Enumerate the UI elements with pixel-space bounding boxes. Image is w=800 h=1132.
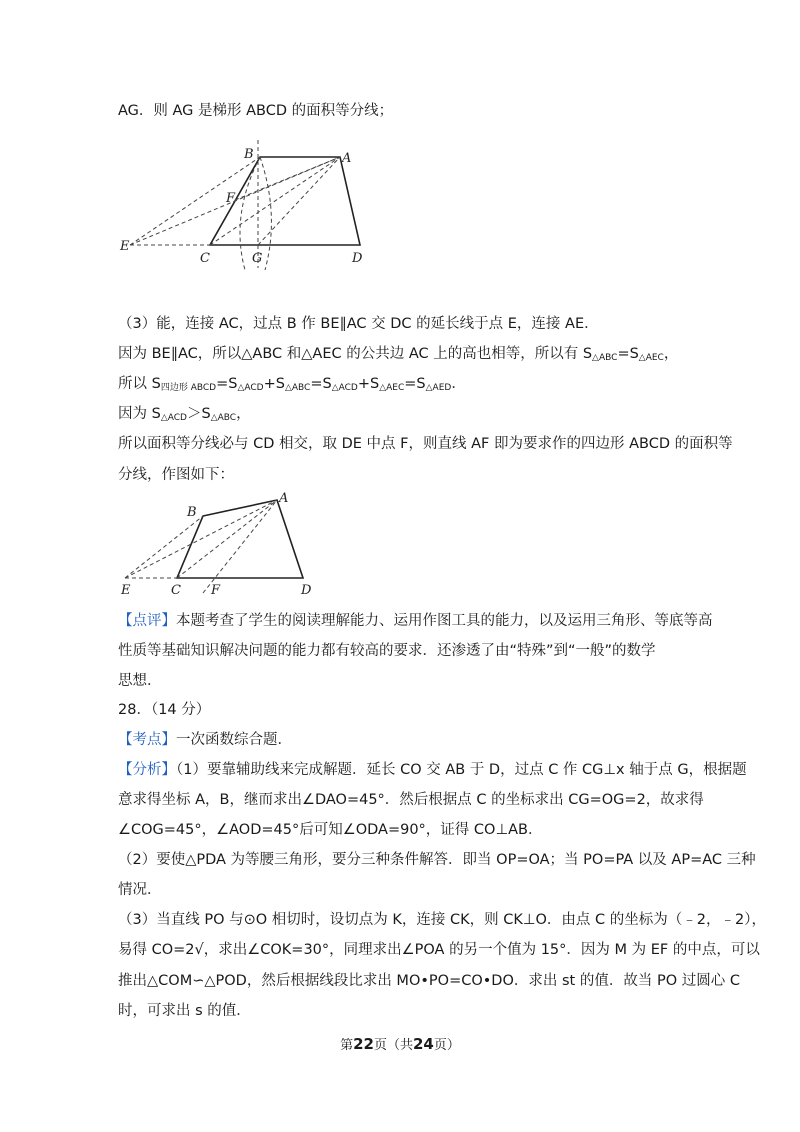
q28-part3-line-2: 易得 CO=2√，求出∠COK=30°，同理求出∠POA 的另一个值为 15°．因为 M 为 EF 的中点，可以 xyxy=(118,942,760,958)
text-line-top: AG．则 AG 是梯形 ABCD 的面积等分线； xyxy=(118,103,394,119)
fig2-label-a: A xyxy=(279,491,289,506)
part3-line-4: 因为 $S_{\triangle ACD}>S_{\triangle ABC}$， xyxy=(118,406,251,423)
fig1-label-b: B xyxy=(244,147,254,162)
fig2-label-e: E xyxy=(121,583,131,598)
q28-part3-line-1: （3）当直线 PO 与⊙O 相切时，设切点为 K，连接 CK，则 CK⊥O．由点 C 的坐标为（﹣2，﹣2）， xyxy=(118,912,766,928)
q28-part3-line-3: 推出△COM∽△POD，然后根据线段比求出 MO•PO=CO•DO．求出 st 的值．故当 PO 过圆心 C xyxy=(118,973,740,989)
comment-line-1: 【点评】本题考查了学生的阅读理解能力、运用作图工具的能力，以及运用三角形、等底等高 xyxy=(118,613,713,629)
part3-line-1: （3）能，连接 AC，过点 B 作 BE∥AC 交 DC 的延长线于点 E，连接 AE． xyxy=(118,316,599,332)
fig2-label-f: F xyxy=(211,583,221,598)
fig1-label-g: G xyxy=(252,251,263,266)
fig1-label-d: D xyxy=(352,251,363,266)
kaodian-tag: 【考点】 xyxy=(118,732,176,748)
figure-1-trapezoid xyxy=(110,140,380,275)
part3-line-3: 所以 $S_{四边形 ABCD}=S_{\triangle ACD}+S_{\triangle ABC}=S_{\triangle ACD}+S_{\triangle AEC}=S_{\triangle AED}$． xyxy=(118,376,466,393)
fig1-label-f: F xyxy=(226,191,236,206)
fenxi-tag: 【分析】 xyxy=(118,762,176,778)
fig2-label-c: C xyxy=(171,583,181,598)
q28-part2-line-2: 情况． xyxy=(118,882,162,898)
q28-header: 28．（14 分） xyxy=(118,702,211,718)
fig2-line-e-b xyxy=(125,516,203,578)
q28-fenxi-line-1: 【分析】（1）要靠辅助线来完成解题．延长 CO 交 AB 于 D，过点 C 作 CG⊥x 轴于点 G，根据题 xyxy=(118,762,747,778)
q28-fenxi-line-2: 意求得坐标 A，B，继而求出∠DAO=45°．然后根据点 C 的坐标求出 CG=OG=2，故求得 xyxy=(118,792,704,808)
q28-part2-line-1: （2）要使△PDA 为等腰三角形，要分三种条件解答．即当 OP=OA；当 PO=PA 以及 AP=AC 三种 xyxy=(118,852,756,868)
part3-line-5: 所以面积等分线必与 CD 相交，取 DE 中点 F，则直线 AF 即为要求作的四边形 ABCD 的面积等 xyxy=(118,436,733,452)
q28-part3-line-4: 时，可求出 s 的值． xyxy=(118,1003,251,1019)
fig1-label-c: C xyxy=(200,251,210,266)
part3-line-2: 因为 BE∥AC，所以△ABC 和△AEC 的公共边 AC 上的高也相等，所以有 $S_{\triangle ABC}=S_{\triangle AEC}$， xyxy=(118,346,679,363)
fig2-label-d: D xyxy=(301,583,312,598)
page-footer: 第22页（共24页） xyxy=(340,1035,460,1053)
comment-line-2: 性质等基础知识解决问题的能力都有较高的要求．还渗透了由“特殊”到“一般”的数学 xyxy=(118,643,656,659)
fig2-line-e-a xyxy=(125,500,277,578)
q28-kaodian: 【考点】一次函数综合题． xyxy=(118,732,292,748)
fig2-label-b: B xyxy=(187,505,197,520)
fig1-label-e: E xyxy=(120,239,130,254)
part3-line-6: 分线，作图如下： xyxy=(118,467,234,483)
page-total: 24 xyxy=(413,1035,434,1053)
comment-line-3: 思想． xyxy=(118,673,162,689)
page-number: 22 xyxy=(353,1035,374,1053)
fig1-label-a: A xyxy=(342,151,352,166)
q28-fenxi-line-3: ∠COG=45°，∠AOD=45°后可知∠ODA=90°，证得 CO⊥AB． xyxy=(118,822,543,838)
comment-tag: 【点评】 xyxy=(118,613,176,629)
figure-2-quadrilateral xyxy=(115,488,325,598)
